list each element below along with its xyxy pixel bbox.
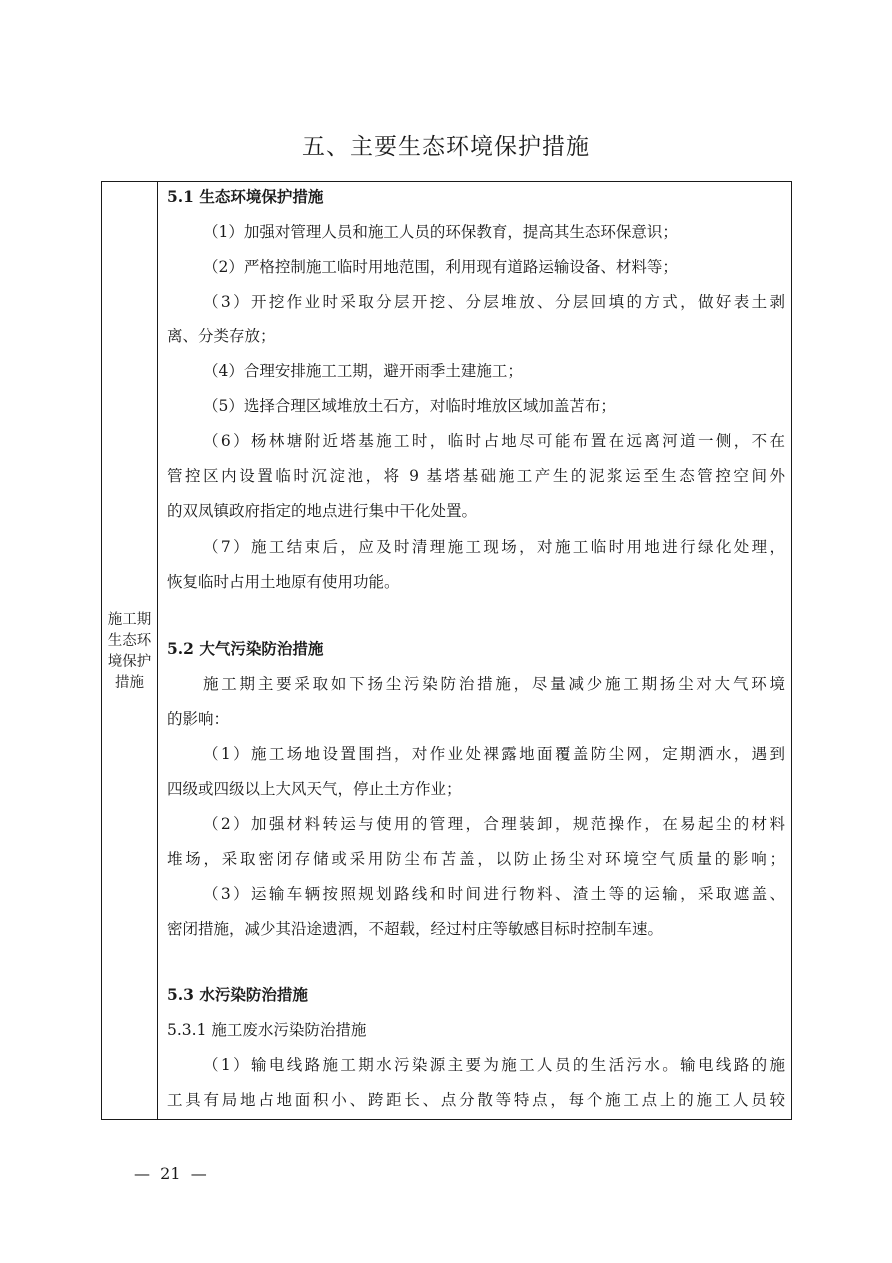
section-heading-5-2: 5.2 大气污染防治措施: [167, 639, 324, 658]
section-heading-5-1: 5.1 生态环境保护措施: [167, 187, 324, 206]
measure-item: （4）合理安排施工工期，避开雨季土建施工；: [203, 362, 523, 380]
row-label-line: 施工期: [107, 612, 152, 628]
measure-item-cont: 管控区内设置临时沉淀池，将 9 基塔基础施工产生的泥浆运至生态管控空间外: [167, 467, 785, 485]
measures-table: [101, 181, 792, 1120]
measure-item-cont: 密闭措施，减少其沿途遗洒，不超载，经过村庄等敏感目标时控制车速。: [167, 920, 664, 938]
row-label-line: 生态环: [107, 633, 152, 649]
measure-item-cont: 的双凤镇政府指定的地点进行集中干化处置。: [167, 502, 478, 520]
measure-item: （1）施工场地设置围挡，对作业处裸露地面覆盖防尘网，定期洒水，遇到: [203, 745, 785, 763]
measure-item: （2）加强材料转运与使用的管理，合理装卸，规范操作，在易起尘的材料: [203, 815, 785, 833]
column-divider: [157, 182, 158, 1119]
measure-item: （5）选择合理区域堆放土石方，对临时堆放区域加盖苫布；: [203, 397, 616, 415]
measure-item: （6）杨林塘附近塔基施工时，临时占地尽可能布置在远离河道一侧，不在: [203, 432, 785, 450]
measure-item: （1）加强对管理人员和施工人员的环保教育，提高其生态环保意识；: [203, 223, 678, 241]
measure-item-cont: 离、分类存放；: [167, 327, 276, 345]
measure-item: （2）严格控制施工临时用地范围，利用现有道路运输设备、材料等；: [203, 258, 678, 276]
row-label-line: 措施: [115, 675, 144, 691]
row-label: [102, 610, 157, 694]
measure-item-cont: 工具有局地占地面积小、跨距长、点分散等特点，每个施工点上的施工人员较: [167, 1091, 785, 1109]
measure-item-cont: 四级或四级以上大风天气，停止土方作业；: [167, 780, 462, 798]
subsection-heading: 5.3.1 施工废水污染防治措施: [167, 1021, 367, 1039]
section-intro-cont: 的影响：: [167, 710, 230, 728]
measure-item: （7）施工结束后，应及时清理施工现场，对施工临时用地进行绿化处理，: [203, 538, 785, 556]
page-number: — 21 —: [134, 1164, 207, 1183]
measure-item-cont: 恢复临时占用土地原有使用功能。: [167, 573, 400, 591]
measure-item-cont: 堆场，采取密闭存储或采用防尘布苫盖，以防止扬尘对环境空气质量的影响；: [167, 850, 785, 868]
measure-item: （3）运输车辆按照规划路线和时间进行物料、渣土等的运输，采取遮盖、: [203, 885, 785, 903]
section-intro: 施工期主要采取如下扬尘污染防治措施，尽量减少施工期扬尘对大气环境: [203, 675, 785, 693]
page-title: 五、主要生态环境保护措施: [302, 134, 590, 160]
measure-item: （1）输电线路施工期水污染源主要为施工人员的生活污水。输电线路的施: [203, 1056, 785, 1074]
section-heading-5-3: 5.3 水污染防治措施: [167, 985, 308, 1004]
row-label-line: 境保护: [107, 654, 152, 670]
measure-item: （3）开挖作业时采取分层开挖、分层堆放、分层回填的方式，做好表土剥: [203, 293, 785, 311]
